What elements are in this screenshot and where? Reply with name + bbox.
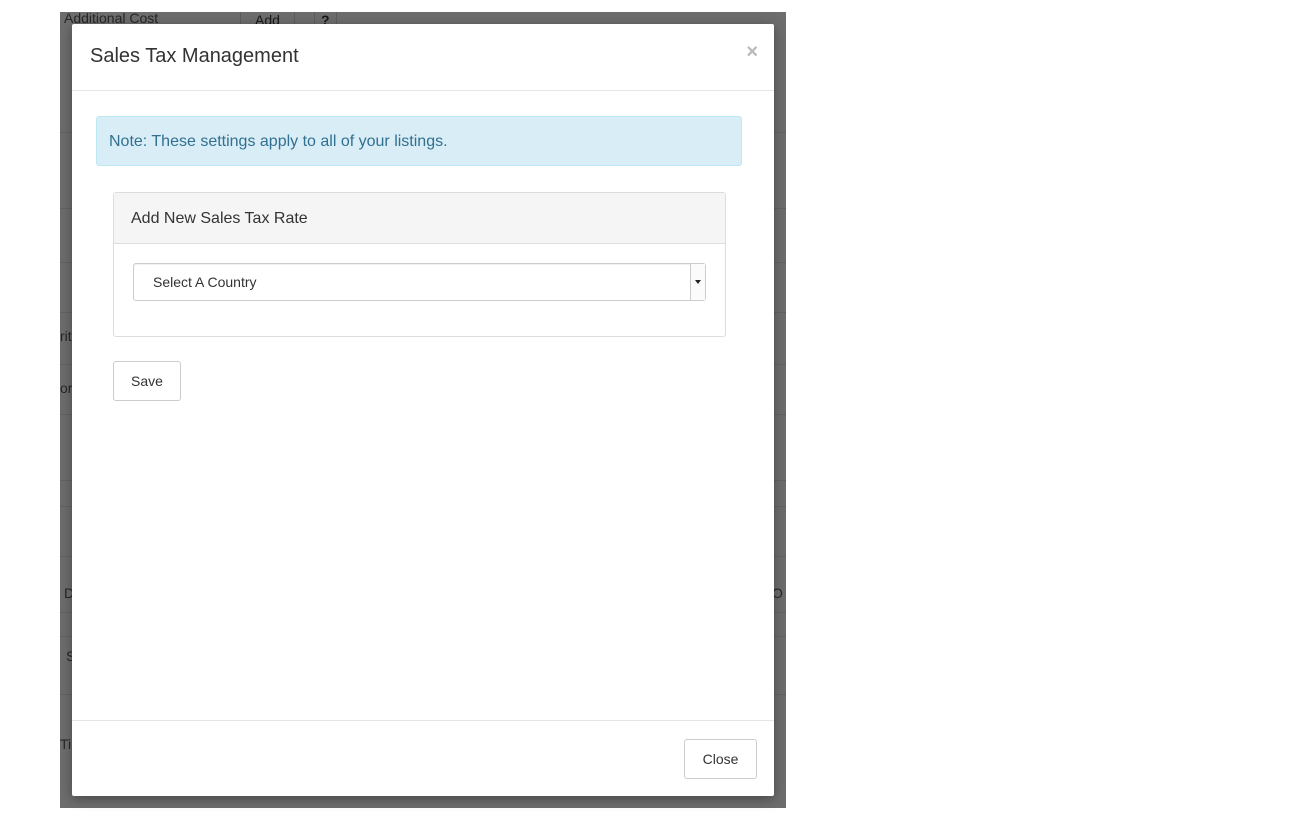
close-icon[interactable]: × bbox=[746, 41, 758, 63]
country-select[interactable] bbox=[133, 263, 706, 301]
country-select-value: Select A Country bbox=[153, 274, 257, 290]
panel-heading: Add New Sales Tax Rate bbox=[114, 193, 725, 244]
sales-tax-modal bbox=[72, 24, 774, 796]
info-note: Note: These settings apply to all of your listings. bbox=[96, 116, 742, 166]
modal-footer bbox=[72, 720, 774, 797]
chevron-down-icon[interactable] bbox=[690, 264, 705, 300]
add-sales-tax-panel bbox=[113, 192, 726, 337]
modal-title: Sales Tax Management bbox=[90, 45, 299, 67]
modal-header bbox=[72, 24, 774, 91]
save-button[interactable]: Save bbox=[113, 361, 181, 401]
close-button[interactable]: Close bbox=[684, 739, 757, 779]
